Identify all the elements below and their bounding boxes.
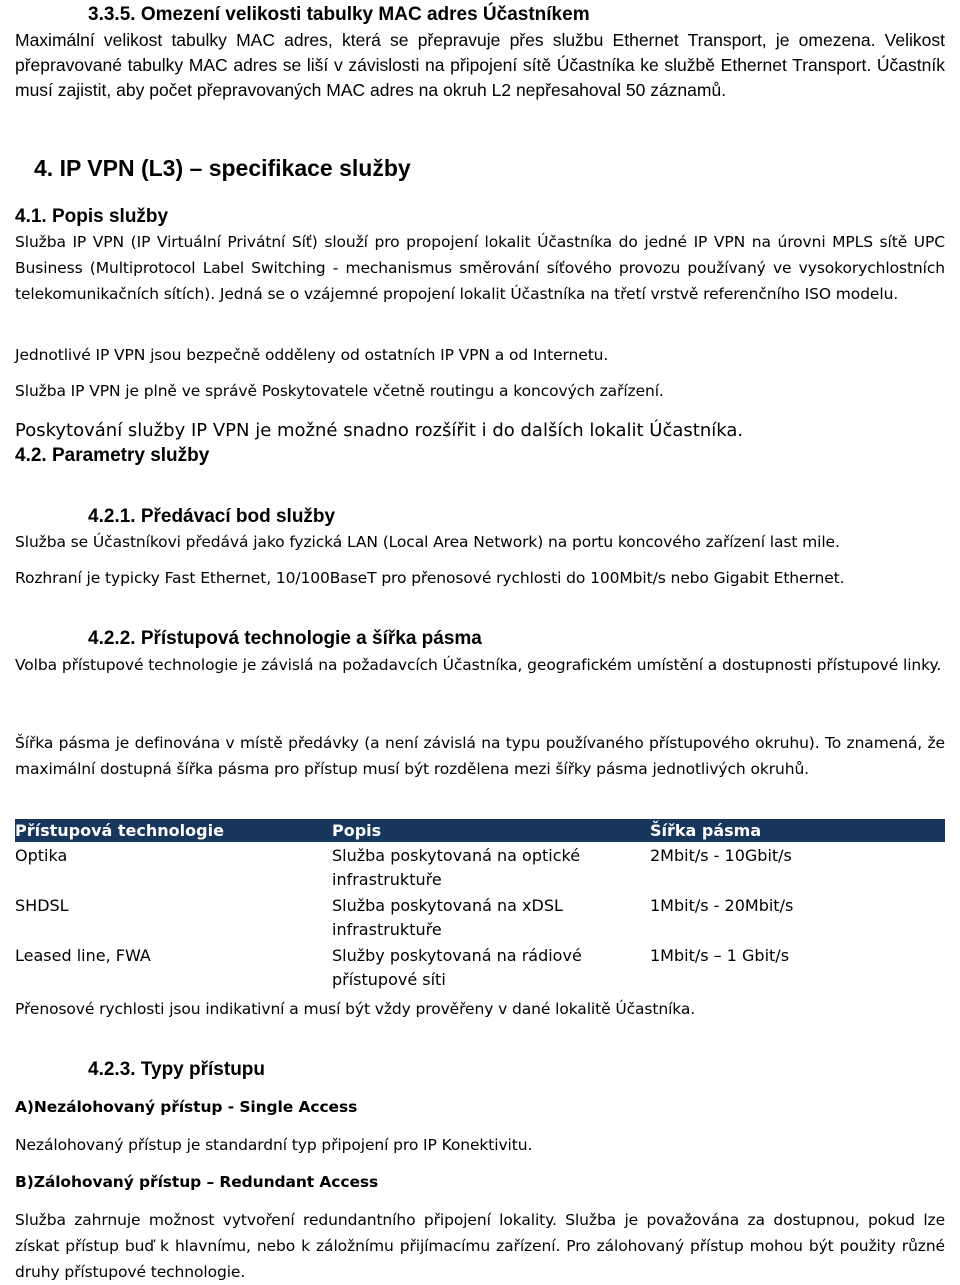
paragraph-service-description: Služba IP VPN (IP Virtuální Privátní Síť) slouží pro propojení lokalit Účastníka do jedné IP VPN na úrovni MPLS sítě UPC Business (Multiprotocol Label Switching - mechanismus směrování síťového provozu používaný ve vysokorychlostních telekomunikačních sítích). Jedná se o vzájemné propojení lokalit Účastníka na třetí vrstvě referenčního ISO modelu. [15,233,945,303]
paragraph-extension: Poskytování služby IP VPN je možné snadno rozšířit i do dalších lokalit Účastníka. [15,420,744,441]
paragraph-interface: Rozhraní je typicky Fast Ethernet, 10/100BaseT pro přenosové rychlosti do 100Mbit/s nebo Gigabit Ethernet. [15,569,845,587]
paragraph-speed-note: Přenosové rychlosti jsou indikativní a musí být vždy prověřeny v dané lokalitě Účastníka. [15,1000,696,1018]
table-cell-bandwidth: 2Mbit/s - 10Gbit/s [650,846,792,865]
section-heading-4-1: 4.1. Popis služby [15,206,169,227]
section-heading-4: 4. IP VPN (L3) – specifikace služby [34,155,411,181]
section-heading-4-2-2: 4.2.2. Přístupová technologie a šířka pásma [88,628,482,649]
section-heading-4-2-1: 4.2.1. Předávací bod služby [88,506,336,527]
table-cell-description: Služba poskytovaná na optické infrastruktuře [332,846,581,889]
table-cell-bandwidth: 1Mbit/s - 20Mbit/s [650,896,794,915]
table-cell-bandwidth: 1Mbit/s – 1 Gbit/s [650,946,790,965]
table-header-row [15,819,945,842]
table-cell-description: Služba poskytovaná na xDSL infrastruktuře [332,896,563,939]
section-heading-3-3-5: 3.3.5. Omezení velikosti tabulky MAC adres Účastníkem [88,4,590,25]
table-cell-technology: Leased line, FWA [15,946,151,965]
table-row [15,942,945,992]
paragraph-isolation: Jednotlivé IP VPN jsou bezpečně odděleny od ostatních IP VPN a od Internetu. [15,346,609,364]
table-header-bandwidth: Šířka pásma [650,819,945,842]
table-row [15,892,945,942]
table-header-technology: Přístupová technologie [15,819,332,842]
table-row [15,842,945,892]
table-header-description: Popis [332,819,650,842]
paragraph-bandwidth: Šířka pásma je definována v místě předávky (a není závislá na typu používaného přístupového okruhu). To znamená, že maximální dostupná šířka pásma pro přístup musí být rozdělena mezi šířky pásma jednotlivých okruhů. [15,734,945,778]
single-access-title: A)Nezálohovaný přístup - Single Access [15,1098,358,1116]
paragraph-management: Služba IP VPN je plně ve správě Poskytovatele včetně routingu a koncových zařízení. [15,382,664,400]
section-heading-4-2-3: 4.2.3. Typy přístupu [88,1059,266,1080]
table-cell-technology: Optika [15,846,68,865]
paragraph-mac-limit: Maximální velikost tabulky MAC adres, která se přepravuje přes službu Ethernet Transport, je omezena. Velikost přepravované tabulky MAC adres se liší v závislosti na připojení sítě Účastníka ke službě Ethernet Transport. Účastník musí zajistit, aby počet přepravovaných MAC adres na okruh L2 nepřesahoval 50 záznamů. [15,30,945,100]
access-technology-table [15,819,945,992]
section-heading-4-2: 4.2. Parametry služby [15,445,210,466]
paragraph-single-access: Nezálohovaný přístup je standardní typ připojení pro IP Konektivitu. [15,1136,533,1154]
redundant-access-title: B)Zálohovaný přístup – Redundant Access [15,1173,379,1191]
paragraph-technology-choice: Volba přístupové technologie je závislá na požadavcích Účastníka, geografickém umístění a dostupnosti přístupové linky. [15,656,942,674]
table-cell-technology: SHDSL [15,896,69,915]
paragraph-redundant-access: Služba zahrnuje možnost vytvoření redundantního připojení lokality. Služba je považována za dostupnou, pokud lze získat přístup buď k hlavnímu, nebo k záložnímu přijímacímu zařízení. Pro zálohovaný přístup mohou být použity různé druhy přístupové technologie. [15,1211,945,1281]
table-cell-description: Služby poskytovaná na rádiové přístupové síti [332,946,582,989]
paragraph-handover: Služba se Účastníkovi předává jako fyzická LAN (Local Area Network) na portu koncového zařízení last mile. [15,533,840,551]
